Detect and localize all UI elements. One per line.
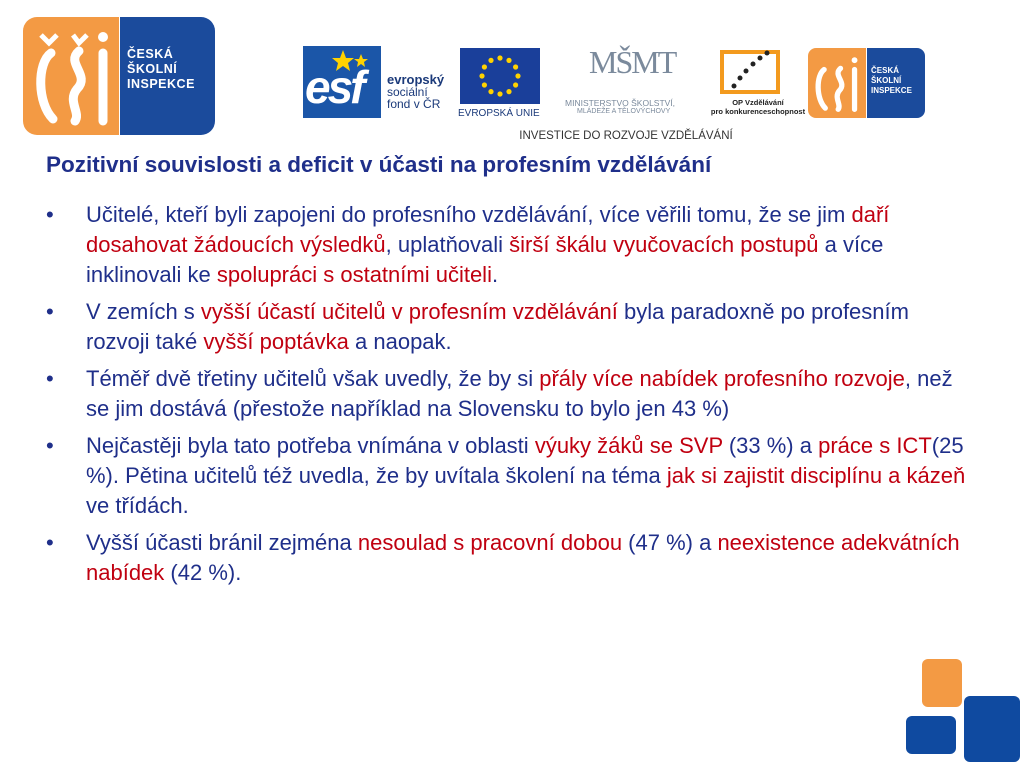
op-text	[708, 98, 808, 116]
bullet-text: , uplatňovali	[385, 232, 510, 257]
msmt-mark: MŠMT	[589, 44, 676, 80]
bullet-text: a naopak.	[348, 329, 452, 354]
bullet-text: a více inklinovali ke	[86, 232, 884, 287]
bullet-item	[46, 528, 976, 588]
op-line: pro konkurenceschopnost	[710, 107, 806, 116]
bullet-item	[46, 200, 976, 290]
bullet-highlight: jak si zajistit disciplínu a kázeň	[666, 463, 966, 488]
csi-small-line: ŠKOLNÍ	[871, 76, 902, 85]
decor-square-blue-small	[906, 716, 956, 754]
msmt-line: MINISTERSTVO ŠKOLSTVÍ,	[565, 98, 676, 108]
bullet-highlight: nesoulad s pracovní dobou	[357, 530, 623, 555]
bullet-item	[46, 297, 976, 357]
decor-square-orange	[922, 659, 962, 707]
eu-flag-icon	[460, 48, 540, 104]
esf-text	[387, 74, 444, 110]
bullet-highlight: přály více nabídek profesního rozvoje	[539, 366, 905, 391]
esf-line: sociální	[387, 85, 428, 99]
decor-square-blue-large	[964, 696, 1020, 762]
op-line: OP Vzdělávání	[732, 98, 784, 107]
bullet-dot: •	[46, 366, 54, 391]
bullet-dot: •	[46, 433, 54, 458]
bullet-text: ve třídách.	[86, 493, 189, 518]
bullet-dot: •	[46, 530, 54, 555]
csi-small-line: ČESKÁ	[871, 66, 900, 75]
bullet-text: (33 %) a	[722, 433, 819, 458]
bullet-text: (47 %) a	[622, 530, 718, 555]
bullet-text: Vyšší účasti bránil zejména	[86, 530, 358, 555]
bullet-text: (25 %). Pětina učitelů též uvedla, že by uvítala školení na téma	[86, 433, 964, 488]
bullet-text: V zemích s	[86, 299, 201, 324]
op-logo	[700, 44, 810, 124]
bullet-dot: •	[46, 299, 54, 324]
op-emblem-icon	[700, 44, 810, 98]
csi-emblem-icon	[31, 23, 115, 129]
csi-logo-line: INSPEKCE	[127, 77, 195, 91]
msmt-line: MLÁDEŽE A TĚLOVÝCHOVY	[577, 108, 671, 115]
esf-logo	[303, 44, 453, 120]
bullet-text: Učitelé, kteří byli zapojeni do profesního vzdělávání, více věřili tomu, že se jim	[86, 202, 852, 227]
eu-logo	[458, 48, 544, 124]
bullet-highlight: výuky žáků se SVP	[534, 433, 723, 458]
bullet-highlight: spolupráci s ostatními učiteli	[216, 262, 492, 287]
slide-title: Pozitivní souvislosti a deficit v účasti na profesním vzdělávání	[46, 152, 712, 177]
csi-small-emblem-icon	[812, 52, 862, 114]
investice-tagline: INVESTICE DO ROZVOJE VZDĚLÁVÁNÍ	[519, 130, 733, 142]
partner-logos	[303, 44, 949, 144]
bullet-text: byla paradoxně po profesním rozvoji také	[86, 299, 909, 354]
esf-line: evropský	[387, 72, 445, 87]
msmt-logo	[565, 44, 695, 124]
bullet-text: (42 %).	[164, 560, 242, 585]
csi-logo-line: ČESKÁ	[127, 47, 174, 61]
esf-mark: esf	[305, 61, 363, 113]
bullet-highlight: širší škálu vyučovacích postupů	[509, 232, 819, 257]
bullet-text: Nejčastěji byla tato potřeba vnímána v oblasti	[86, 433, 535, 458]
csi-small-line: INSPEKCE	[871, 86, 912, 95]
csi-logo	[23, 17, 215, 135]
bullet-text: Téměř dvě třetiny učitelů však uvedly, že by si	[86, 366, 540, 391]
bullet-highlight: vyšší poptávka	[203, 329, 349, 354]
eu-label: EVROPSKÁ UNIE	[458, 108, 540, 119]
bullet-highlight: daří dosahovat žádoucích výsledků	[86, 202, 890, 257]
bullet-list	[46, 200, 976, 595]
bullet-highlight: práce s ICT	[818, 433, 932, 458]
csi-logo-text	[127, 47, 195, 92]
bullet-text: , než se jim dostává (přestože například na Slovensku to bylo jen 43 %)	[86, 366, 953, 421]
esf-line: fond v ČR	[387, 97, 441, 111]
bullet-text: .	[491, 262, 499, 287]
bullet-item	[46, 431, 976, 521]
bullet-highlight: neexistence adekvátních nabídek	[86, 530, 960, 585]
csi-logo-line: ŠKOLNÍ	[127, 62, 178, 76]
csi-logo-small	[808, 48, 926, 118]
bullet-dot: •	[46, 202, 54, 227]
bullet-item	[46, 364, 976, 424]
csi-small-text	[871, 66, 912, 96]
bullet-highlight: vyšší účastí učitelů v profesním vzdělávání	[200, 299, 618, 324]
